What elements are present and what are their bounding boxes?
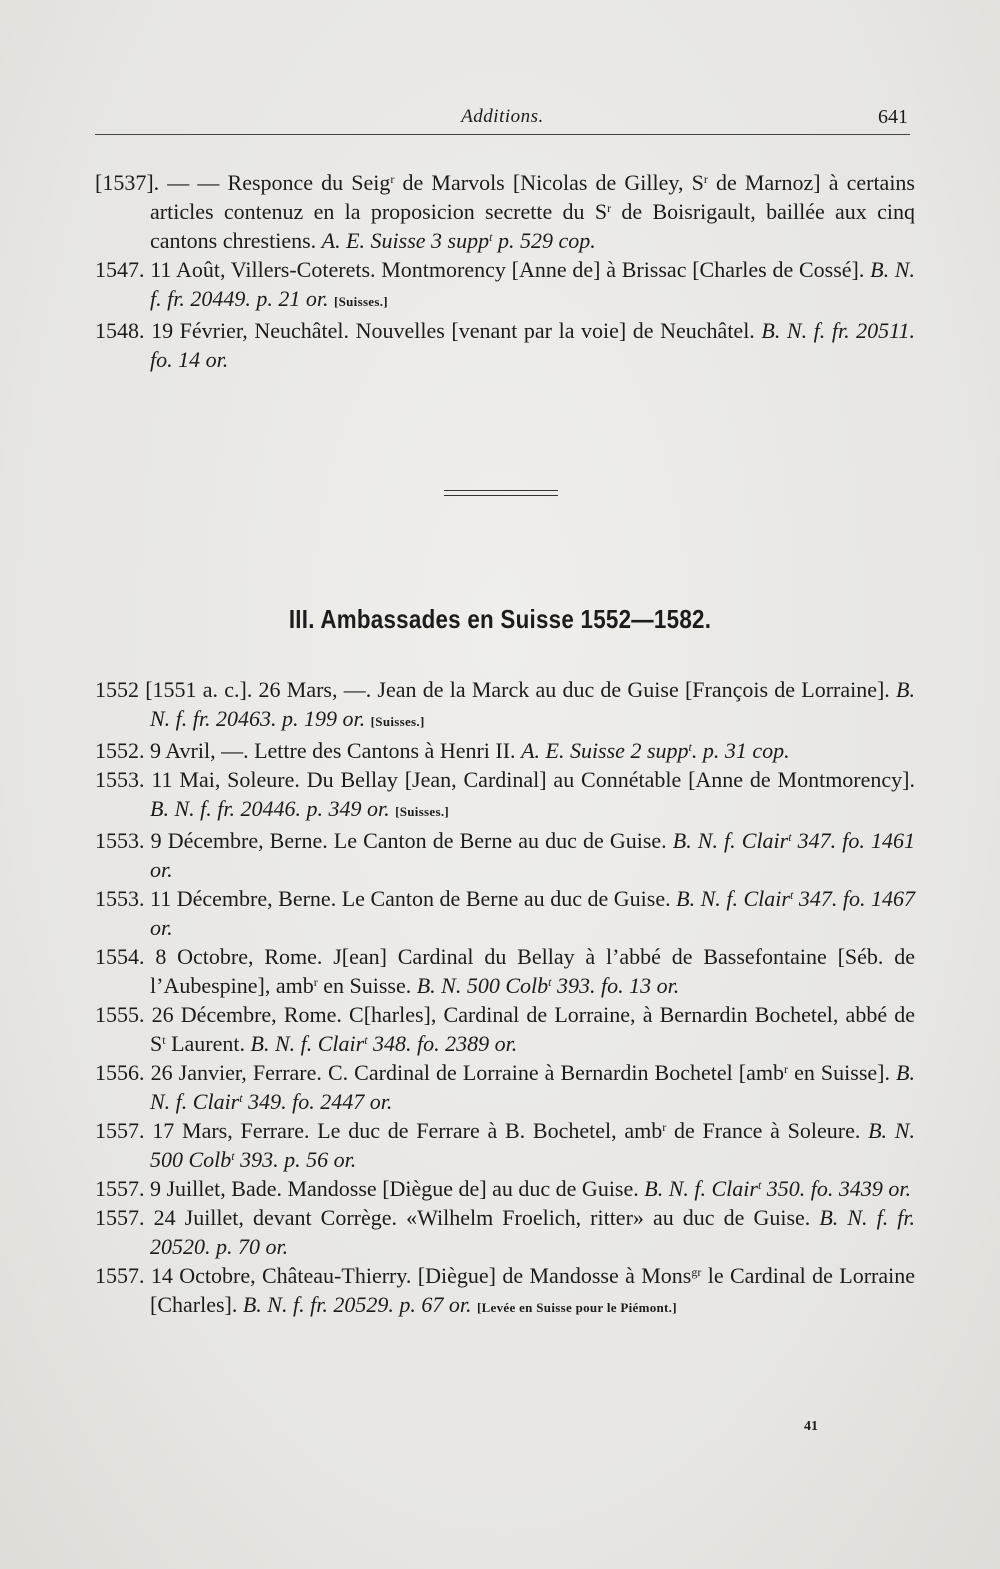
entry: 1552. 9 Avril, —. Lettre des Cantons à Henri II. A. E. Suisse 2 supp$^t$. p. 31 cop.: [95, 738, 790, 763]
entry: 1557. 24 Juillet, devant Corrège. «Wilhelm Froelich, ritter» au duc de Guise. B. N. f. fr. 20520. p. 70 or.: [95, 1205, 915, 1259]
section-divider: [444, 490, 558, 496]
section-heading: III. Ambassades en Suisse 1552—1582.: [288, 604, 712, 634]
running-title: Additions.: [461, 106, 544, 127]
entries-before-section: [95, 168, 915, 374]
entry: 1556. 26 Janvier, Ferrare. C. Cardinal de Lorraine à Bernardin Bochetel [amb$^r$ en Suisse]. B. N. f. Clair$^t$ 349. fo. 2447 or.: [95, 1060, 915, 1114]
entry: 1547. 11 Août, Villers-Coterets. Montmorency [Anne de] à Brissac [Charles de Cossé]. B. N. f. fr. 20449. p. 21 or. [Suisses.]: [95, 257, 915, 311]
entry: 1553. 9 Décembre, Berne. Le Canton de Berne au duc de Guise. B. N. f. Clair$^t$ 347. fo. 1461 or.: [95, 828, 915, 882]
page-header: [95, 104, 910, 135]
entry: 1557. 17 Mars, Ferrare. Le duc de Ferrare à B. Bochetel, amb$^r$ de France à Soleure. B. N. 500 Colb$^t$ 393. p. 56 or.: [95, 1118, 915, 1172]
entry: 1554. 8 Octobre, Rome. J[ean] Cardinal du Bellay à l’abbé de Bassefontaine [Séb. de l’Aubespine], amb$^r$ en Suisse. B. N. 500 Colb$^t$ 393. fo. 13 or.: [95, 944, 915, 998]
entry: 1555. 26 Décembre, Rome. C[harles], Cardinal de Lorraine, à Bernardin Bochetel, abbé de $S^t$ Laurent. B. N. f. Clair$^t$ 348. fo. 2389 or.: [95, 1002, 915, 1056]
entry: 1553. 11 Décembre, Berne. Le Canton de Berne au duc de Guise. B. N. f. Clair$^t$ 347. fo. 1467 or.: [95, 886, 915, 940]
page-number: 641: [878, 106, 908, 128]
entries-list: [95, 675, 915, 1322]
entry: 1557. 14 Octobre, Château-Thierry. [Diègue] de Mandosse à Mons$^{gr}$ le Cardinal de Lorraine [Charles]. B. N. f. fr. 20529. p. 67 or. [Levée en Suisse pour le Piémont.]: [95, 1263, 915, 1317]
entry: 1548. 19 Février, Neuchâtel. Nouvelles [venant par la voie] de Neuchâtel. B. N. f. fr. 20511. fo. 14 or.: [95, 318, 916, 372]
entry: [1537]. — — Responce du Seig$^r$ de Marvols [Nicolas de Gilley, $S^r$ de Marnoz] à certains articles contenuz en la proposicion secrette du $S^r$ de Boisrigault, baillée aux cinq cantons chrestiens. A. E. Suisse 3 supp$^t$ p. 529 cop.: [95, 170, 916, 253]
signature-mark: 41: [804, 1419, 818, 1434]
entry: 1552 [1551 a. c.]. 26 Mars, —. Jean de la Marck au duc de Guise [François de Lorraine]. B. N. f. fr. 20463. p. 199 or. [Suisses.]: [95, 677, 915, 731]
entry: 1553. 11 Mai, Soleure. Du Bellay [Jean, Cardinal] au Connétable [Anne de Montmorency]. B. N. f. fr. 20446. p. 349 or. [Suisses.]: [95, 767, 915, 821]
entry: 1557. 9 Juillet, Bade. Mandosse [Diègue de] au duc de Guise. B. N. f. Clair$^t$ 350. fo. 3439 or.: [95, 1176, 912, 1201]
